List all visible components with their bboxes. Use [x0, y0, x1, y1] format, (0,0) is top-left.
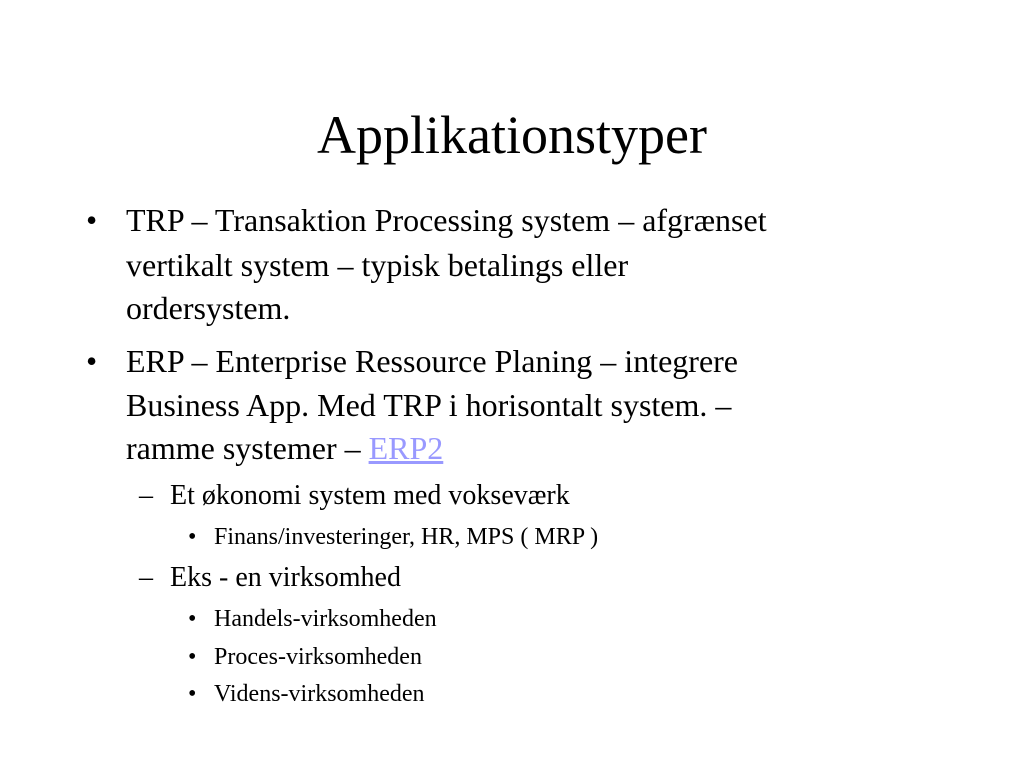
sub-item-text: Eks - en virksomhed — [170, 562, 401, 593]
sub-sub-item-text: Proces-virksomheden — [214, 644, 422, 670]
bullet-marker: • — [86, 343, 98, 379]
bullet-marker: • — [188, 524, 197, 550]
dash-marker: – — [139, 480, 153, 511]
bullet-text-line: ERP – Enterprise Ressource Planing – integrere — [126, 343, 738, 379]
sub-sub-item-text: Finans/investeringer, HR, MPS ( MRP ) — [214, 524, 599, 550]
bullet-text-line: vertikalt system – typisk betalings eller — [126, 247, 629, 283]
bullet-marker: • — [86, 202, 98, 238]
bullet-marker: • — [188, 681, 197, 707]
erp2-link[interactable]: ERP2 — [368, 430, 444, 466]
bullet-text-line-with-link — [126, 427, 443, 470]
bullet-text-line: ramme systemer – — [126, 430, 369, 466]
slide-title: Applikationstyper — [317, 105, 707, 165]
bullet-text-line: ordersystem. — [126, 290, 291, 326]
sub-sub-item-text: Videns-virksomheden — [214, 681, 425, 707]
bullet-marker: • — [188, 644, 197, 670]
bullet-marker: • — [188, 606, 197, 632]
bullet-text-line: Business App. Med TRP i horisontalt system. – — [126, 387, 732, 423]
sub-item-text: Et økonomi system med vokseværk — [170, 480, 570, 511]
bullet-text-line: TRP – Transaktion Processing system – afgrænset — [126, 202, 767, 238]
dash-marker: – — [139, 562, 153, 593]
sub-sub-item-text: Handels-virksomheden — [214, 606, 437, 632]
